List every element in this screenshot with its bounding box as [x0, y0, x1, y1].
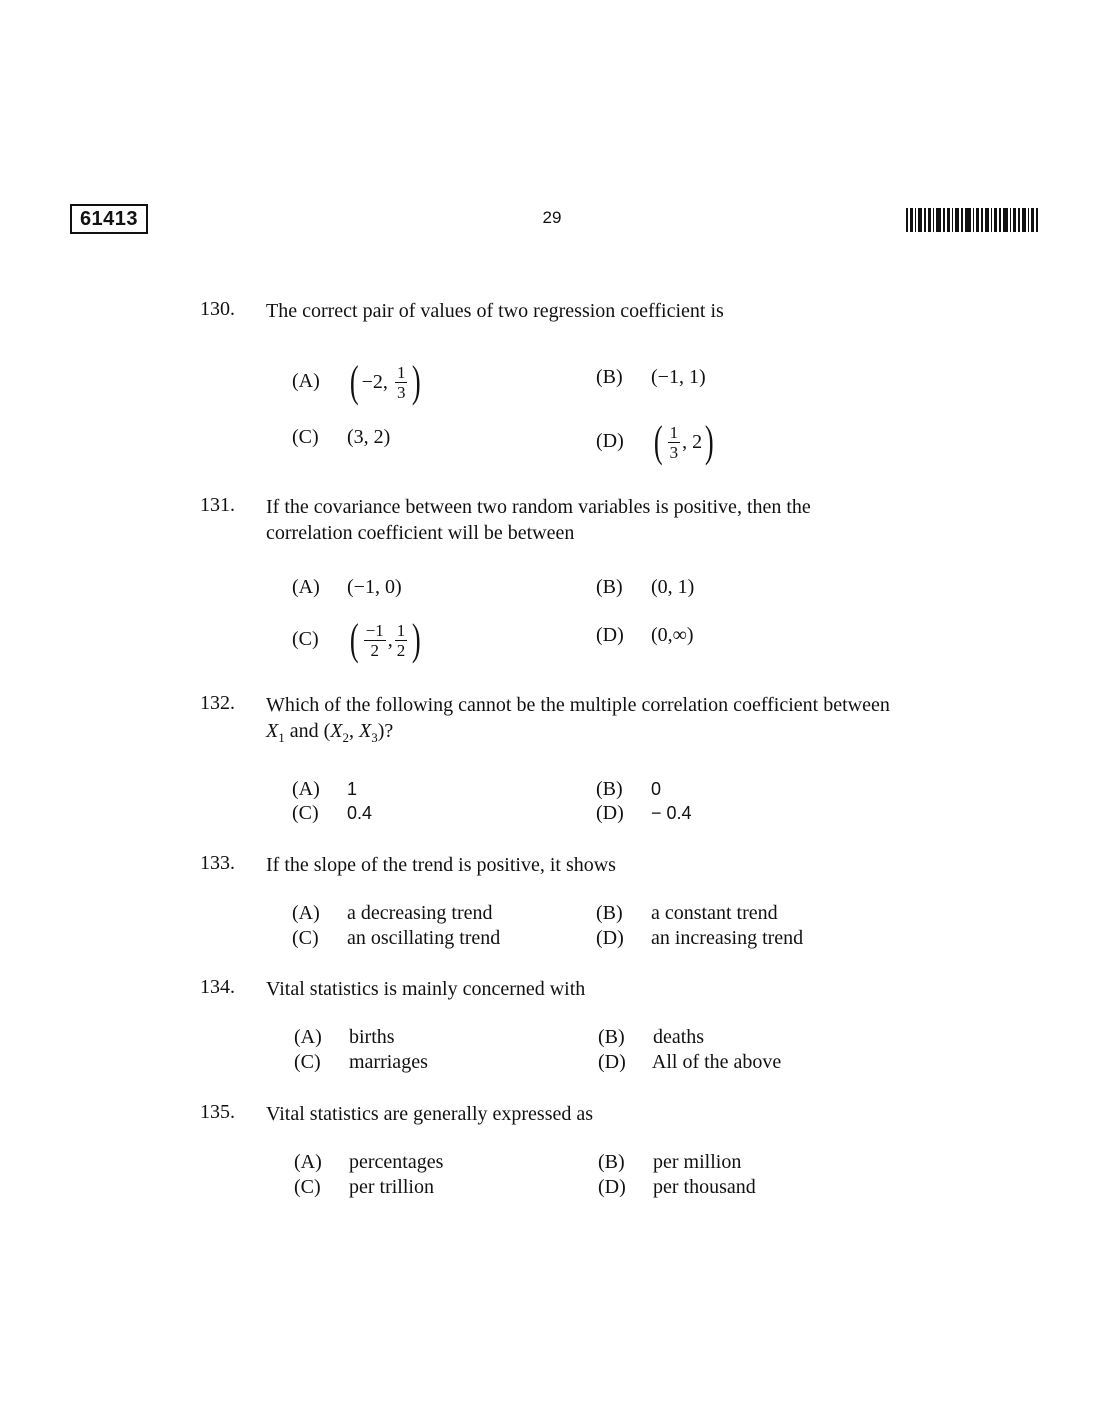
option-label: (C) — [294, 1051, 321, 1073]
option-label: (A) — [294, 1026, 322, 1048]
option-value: All of the above — [651, 1051, 782, 1073]
option-label: (A) — [294, 1151, 322, 1173]
option-value: (−1, 1) — [651, 366, 706, 388]
question-number: 131. — [200, 494, 235, 516]
barcode — [906, 208, 1038, 232]
option-value: (0,∞) — [651, 624, 694, 646]
fraction: $\frac{1}{3}$ — [396, 362, 406, 402]
option-label: (C) — [292, 627, 319, 650]
option-value: an increasing trend — [651, 927, 804, 949]
option-b — [596, 572, 694, 602]
option-d — [596, 798, 692, 828]
option-value: per trillion — [349, 1176, 434, 1198]
question-number: 133. — [200, 852, 235, 874]
option-value: (−1, 0) — [347, 576, 402, 598]
option-value: marriages — [349, 1051, 428, 1073]
question-text: If the slope of the trend is positive, it shows — [266, 854, 616, 876]
question-number: 134. — [200, 976, 235, 998]
option-c — [292, 422, 390, 452]
option-value: per million — [653, 1151, 742, 1173]
option-label: (D) — [598, 1051, 626, 1073]
option-d — [596, 417, 717, 466]
option-label: (B) — [598, 1026, 625, 1048]
option-a — [292, 357, 424, 406]
question-text: If the covariance between two random variables is positive, then the correlation coefficient will be between — [266, 496, 811, 544]
option-c — [292, 615, 424, 664]
option-value: a constant trend — [651, 902, 778, 924]
option-value: 0.4 — [347, 803, 373, 823]
fraction: $\frac{1}{3}$ — [669, 422, 679, 462]
option-label: (D) — [596, 802, 624, 824]
option-c — [294, 1172, 434, 1202]
option-d — [598, 1047, 781, 1077]
option-d — [596, 923, 803, 953]
option-label: (D) — [596, 927, 624, 949]
option-value: − 0.4 — [651, 803, 692, 823]
question-text: Vital statistics is mainly concerned with — [266, 978, 586, 1000]
option-label: (C) — [294, 1176, 321, 1198]
option-label: (D) — [598, 1176, 626, 1198]
option-value: a decreasing trend — [347, 902, 493, 924]
paper-code-box: 61413 — [70, 204, 148, 234]
option-label: (B) — [596, 902, 623, 924]
question-text: The correct pair of values of two regression coefficient is — [266, 300, 724, 322]
page-number: 29 — [542, 208, 562, 227]
option-label: (B) — [596, 778, 623, 800]
option-label: (C) — [292, 927, 319, 949]
option-label: (B) — [596, 366, 623, 388]
option-value: an oscillating trend — [347, 927, 501, 949]
option-value: deaths — [653, 1026, 705, 1048]
option-label: (B) — [598, 1151, 625, 1173]
option-label: (A) — [292, 369, 320, 392]
option-c — [292, 923, 500, 953]
option-c — [292, 798, 372, 828]
option-value: births — [349, 1026, 395, 1048]
question-number: 132. — [200, 692, 235, 714]
question-number: 130. — [200, 298, 235, 320]
option-label: (A) — [292, 778, 320, 800]
option-value: ( −2, $\frac{1}{3}$ ) — [349, 357, 422, 406]
fraction: $\frac{1}{2}$ — [396, 620, 406, 660]
fraction: $\frac{-1}{2}$ — [365, 620, 384, 660]
question-text: Vital statistics are generally expressed as — [266, 1103, 594, 1125]
option-label: (C) — [292, 426, 319, 448]
option-value: (0, 1) — [651, 576, 695, 598]
option-value: (3, 2) — [347, 426, 391, 448]
option-value: 1 — [347, 779, 358, 799]
option-label: (C) — [292, 802, 319, 824]
option-value: ( $\frac{-1}{2}$ , $\frac{1}{2}$ ) — [349, 615, 421, 664]
option-d — [598, 1172, 756, 1202]
option-value: percentages — [349, 1151, 444, 1173]
option-label: (D) — [596, 624, 624, 646]
option-a — [292, 572, 402, 602]
option-label: (A) — [292, 576, 320, 598]
option-label: (D) — [596, 429, 624, 452]
question-text: Which of the following cannot be the multiple correlation coefficient between $X_1$ and ($X_2$, $X_3$)? — [266, 694, 890, 745]
option-value: 0 — [651, 779, 662, 799]
option-c — [294, 1047, 428, 1077]
option-value: ( $\frac{1}{3}$ , 2 ) — [653, 417, 714, 466]
option-d — [596, 620, 694, 650]
option-value: per thousand — [653, 1176, 756, 1198]
option-label: (B) — [596, 576, 623, 598]
option-label: (A) — [292, 902, 320, 924]
option-b — [596, 362, 706, 392]
question-number: 135. — [200, 1101, 235, 1123]
